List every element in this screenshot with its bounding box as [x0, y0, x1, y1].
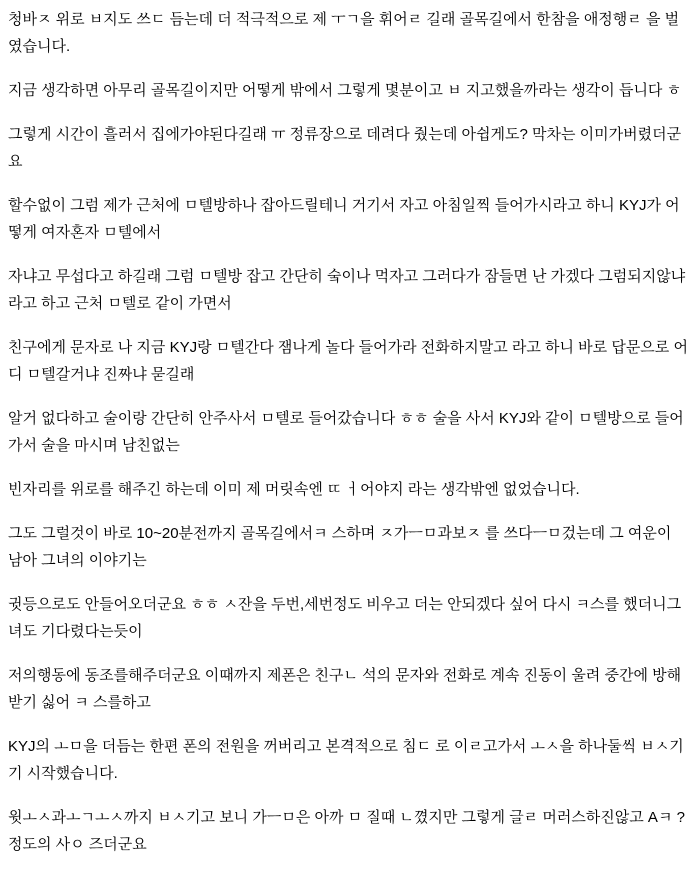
story-paragraph: 빈자리를 위로를 해주긴 하는데 이미 제 머릿속엔 ㄸ ㅓ어야지 라는 생각밖엔 없었습니다. — [8, 481, 580, 498]
story-paragraph: 귓등으로도 안들어오더군요 ㅎㅎ ㅅ잔을 두번,세번정도 비우고 더는 안되겠다 싶어 다시 ㅋ스를 했더니그녀도 기다렸다는듯이 — [8, 596, 682, 640]
story-paragraph: 알거 없다하고 술이랑 간단히 안주사서 ㅁ텔로 들어갔습니다 ㅎㅎ 술을 사서 KYJ와 같이 ㅁ텔방으로 들어가서 술을 마시며 남친없는 — [8, 410, 684, 454]
story-paragraph: 청바ㅈ 위로 ㅂ지도 쓰ㄷ 듬는데 더 적극적으로 제 ㅜㄱ을 휘어ㄹ 길래 골목길에서 한참을 애정행ㄹ 을 벌였습니다. — [8, 11, 680, 55]
story-paragraph: 윗ㅗㅅ과ㅗㄱㅗㅅ까지 ㅂㅅ기고 보니 가ㅡㅁ은 아까 ㅁ 질때 ㄴ꼈지만 그렇게 글ㄹ 머러스하진않고 Aㅋ ? 정도의 사ㅇ 즈더군요 — [8, 809, 685, 853]
story-paragraph: 지금 생각하면 아무리 골목길이지만 어떻게 밖에서 그렇게 몇분이고 ㅂ 지고했을까라는 생각이 듭니다 ㅎ — [8, 82, 682, 99]
story-paragraph: 그도 그럴것이 바로 10~20분전까지 골목길에서ㅋ 스하며 ㅈ가ㅡㅁ과보ㅈ 를 쓰다ㅡㅁ겄는데 그 여운이 남아 그녀의 이야기는 — [8, 525, 672, 569]
story-paragraph: KYJ의 ㅗㅁ을 더듬는 한편 폰의 전원을 꺼버리고 본격적으로 침ㄷ 로 이ㄹ고가서 ㅗㅅ을 하나둘씩 ㅂㅅ기기 시작했습니다. — [8, 738, 684, 782]
story-paragraph: 친구에게 문자로 나 지금 KYJ랑 ㅁ텔간다 잼나게 놀다 들어가라 전화하지말고 라고 하니 바로 답문으로 어디 ㅁ텔갈거냐 진짜냐 묻길래 — [8, 339, 688, 383]
story-paragraph: 그렇게 시간이 흘러서 집에가야된다길래 ㅠ 정류장으로 데려다 줬는데 아쉽게도? 막차는 이미가버렸더군요 — [8, 126, 682, 170]
story-paragraph: 저의행동에 동조를해주더군요 이때까지 제폰은 친구ㄴ 석의 문자와 전화로 계속 진동이 울려 중간에 방해받기 싫어 ㅋ 스를하고 — [8, 667, 682, 711]
story-paragraph: 자냐고 무섭다고 하길래 그럼 ㅁ텔방 잡고 간단히 숰이나 먹자고 그러다가 잠들면 난 가겠다 그럼되지않냐라고 하고 근처 ㅁ텔로 같이 가면서 — [8, 268, 686, 312]
story-paragraph: 할수없이 그럼 제가 근처에 ㅁ텔방하나 잡아드릴테니 거기서 자고 아침일찍 들어가시라고 하니 KYJ가 어떻게 여자혼자 ㅁ텔에서 — [8, 197, 680, 241]
